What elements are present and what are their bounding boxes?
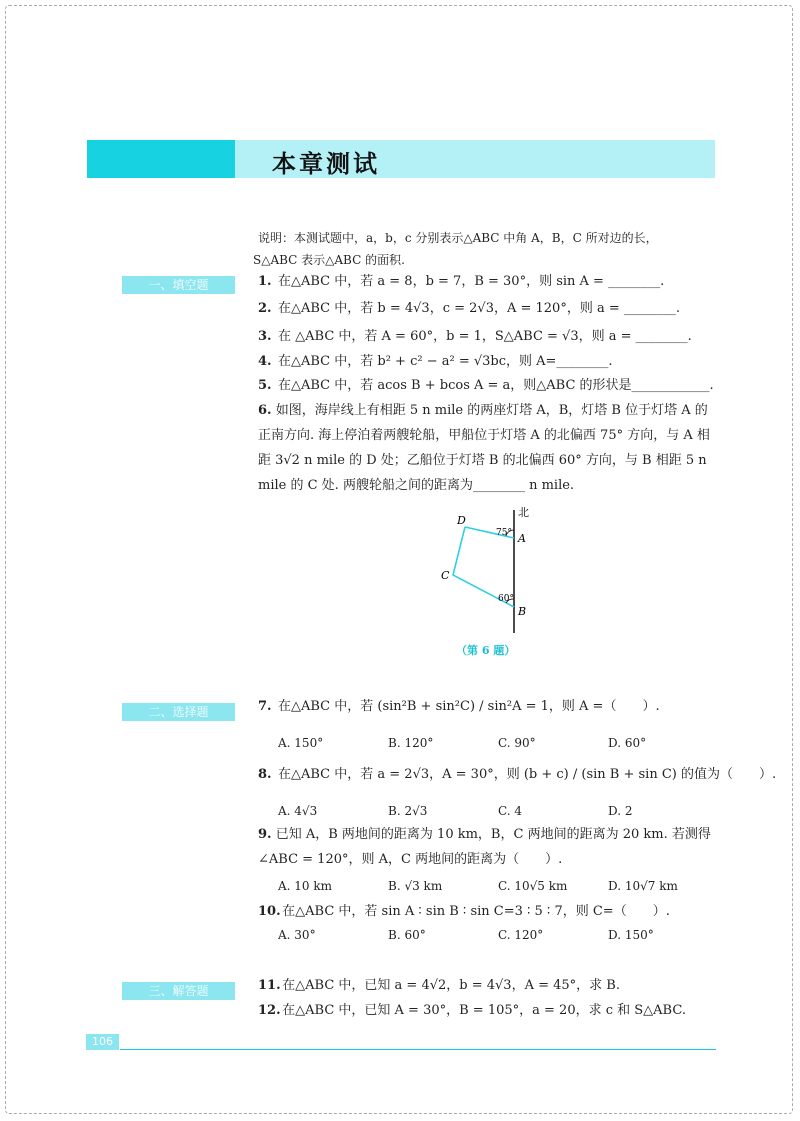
options-q8	[278, 804, 718, 818]
question-10: 10. 在△ABC 中，若 sin A ∶ sin B ∶ sin C=3 ∶ 5 ∶ 7，则 C=（ ）.	[258, 904, 670, 919]
title-accent-block	[87, 140, 235, 178]
intro-note	[253, 227, 716, 271]
point-d-label: D	[457, 514, 466, 527]
point-b-label: B	[518, 605, 527, 618]
question-9: 9. 已知 A，B 两地间的距离为 10 km，B，C 两地间的距离为 20 km. 若测得 ∠ABC = 120°，则 A，C 两地间的距离为（ ）.	[258, 827, 711, 867]
question-6: 6. 如图，海岸线上有相距 5 n mile 的两座灯塔 A，B，灯塔 B 位于灯塔 A 的正南方向. 海上停泊着两艘轮船，甲船位于灯塔 A 的北偏西 75° 方向，与 A 相距 3√2 n mile 的 D 处；乙船位于灯塔 B 的北偏西 60° 方向，与 B 相距 5 n mile 的 C 处. 两艘轮船之间的距离为________ n mile.	[258, 403, 710, 493]
angle-60-label: 60°	[498, 594, 514, 604]
option-q8-b[interactable]: B. 2√3	[388, 804, 428, 818]
option-q7-c[interactable]: C. 90°	[498, 736, 536, 750]
point-c-label: C	[441, 569, 450, 582]
option-q7-a[interactable]: A. 150°	[278, 736, 324, 750]
option-q7-b[interactable]: B. 120°	[388, 736, 434, 750]
question-2: 2. 在△ABC 中，若 b = 4√3，c = 2√3，A = 120°，则 a = ________.	[258, 301, 680, 316]
angle-75-label: 75°	[496, 528, 512, 538]
point-a-label: A	[518, 532, 526, 545]
north-label: 北	[518, 506, 529, 519]
option-q8-d[interactable]: D. 2	[608, 804, 633, 818]
footer-rule	[120, 1049, 716, 1050]
intro-line-1: 说明：本测试题中，a，b，c 分别表示△ABC 中角 A，B，C 所对边的长，	[258, 231, 658, 245]
option-q9-a[interactable]: A. 10 km	[278, 879, 333, 893]
option-q10-d[interactable]: D. 150°	[608, 928, 654, 942]
question-1: 1. 在△ABC 中，若 a = 8，b = 7，B = 30°，则 sin A = ________.	[258, 274, 665, 289]
option-q9-d[interactable]: D. 10√7 km	[608, 879, 678, 893]
option-q9-b[interactable]: B. √3 km	[388, 879, 443, 893]
question-4: 4. 在△ABC 中，若 b² + c² − a² = √3bc，则 A=________.	[258, 354, 613, 369]
option-q7-d[interactable]: D. 60°	[608, 736, 647, 750]
question-5: 5. 在△ABC 中，若 acos B + bcos A = a，则△ABC 的形状是____________.	[258, 378, 714, 393]
section-choice-tab: 二、选择题	[122, 703, 235, 721]
options-q7	[278, 736, 718, 750]
option-q8-c[interactable]: C. 4	[498, 804, 523, 818]
option-q10-a[interactable]: A. 30°	[278, 928, 316, 942]
page-title: 本章测试	[272, 150, 380, 178]
section-answer-tab: 三、解答题	[122, 982, 235, 1000]
option-q10-b[interactable]: B. 60°	[388, 928, 426, 942]
question-12: 12. 在△ABC 中，已知 A = 30°，B = 105°，a = 20，求 c 和 S△ABC.	[258, 1003, 686, 1018]
question-11: 11. 在△ABC 中，已知 a = 4√2，b = 4√3，A = 45°，求 B.	[258, 978, 620, 993]
section-fill-tab: 一、填空题	[122, 276, 235, 294]
options-q10	[278, 928, 718, 942]
question-3: 3. 在 △ABC 中，若 A = 60°，b = 1，S△ABC = √3，则 a = ________.	[258, 329, 692, 344]
page-number: 106	[86, 1034, 119, 1050]
option-q9-c[interactable]: C. 10√5 km	[498, 879, 568, 893]
option-q10-c[interactable]: C. 120°	[498, 928, 544, 942]
question-7: 7. 在△ABC 中，若 (sin²B + sin²C) / sin²A = 1，则 A =（ ）.	[258, 699, 660, 714]
figure-caption: （第 6 题）	[456, 644, 516, 657]
title-band	[87, 140, 715, 178]
options-q9	[278, 879, 718, 893]
intro-line-2: S△ABC 表示△ABC 的面积.	[253, 253, 405, 267]
lighthouse-diagram	[438, 505, 548, 635]
question-8: 8. 在△ABC 中，若 a = 2√3，A = 30°，则 (b + c) / (sin B + sin C) 的值为（ ）.	[258, 767, 777, 782]
option-q8-a[interactable]: A. 4√3	[278, 804, 318, 818]
